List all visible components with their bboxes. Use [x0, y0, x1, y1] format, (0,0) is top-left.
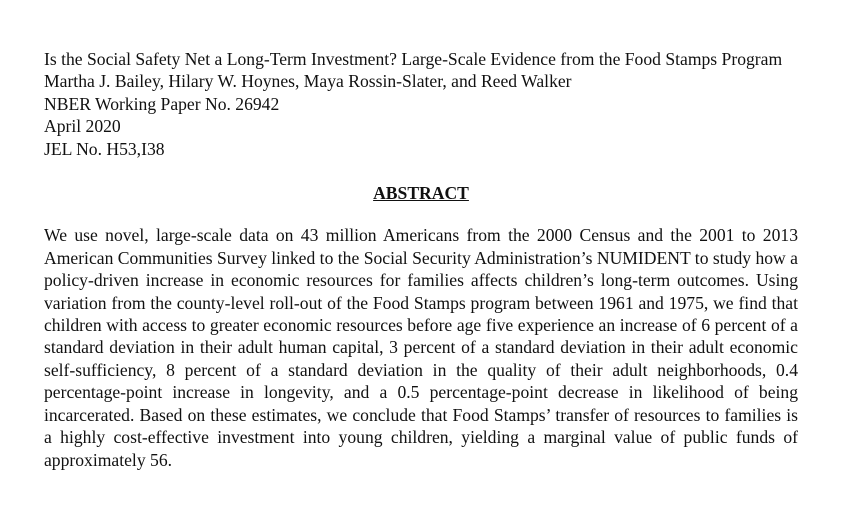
jel-codes: JEL No. H53,I38 [44, 138, 165, 159]
paper-page [44, 48, 798, 471]
paper-metadata [44, 48, 798, 160]
paper-title: Is the Social Safety Net a Long-Term Investment? Large-Scale Evidence from the Food Stamps Program [44, 49, 783, 69]
abstract-heading: ABSTRACT [373, 183, 469, 204]
working-paper-number: NBER Working Paper No. 26942 [44, 93, 280, 114]
date: April 2020 [44, 116, 121, 137]
authors: Martha J. Bailey, Hilary W. Hoynes, Maya Rossin-Slater, and Reed Walker [44, 71, 572, 92]
abstract-text: We use novel, large-scale data on 43 million Americans from the 2000 Census and the 2001 to 2013 American Communities Survey linked to the Social Security Administration’s NUMIDENT to study how a policy-driven increase in economic resources for families affects children’s long-term outcomes. Using variation from the county-level roll-out of the Food Stamps program between 1961 and 1975, we find that children with access to greater economic resources before age five experience an increase of 6 percent of a standard deviation in their adult human capital, 3 percent of a standard deviation in their adult economic self-sufficiency, 8 percent of a standard deviation in the quality of their adult neighborhoods, 0.4 percentage-point increase in longevity, and a 0.5 percentage-point decrease in likelihood of being incarcerated. Based on these estimates, we conclude that Food Stamps’ transfer of resources to families is a highly cost-effective investment into young children, yielding a marginal value of public funds of approximately 56. [44, 225, 798, 470]
